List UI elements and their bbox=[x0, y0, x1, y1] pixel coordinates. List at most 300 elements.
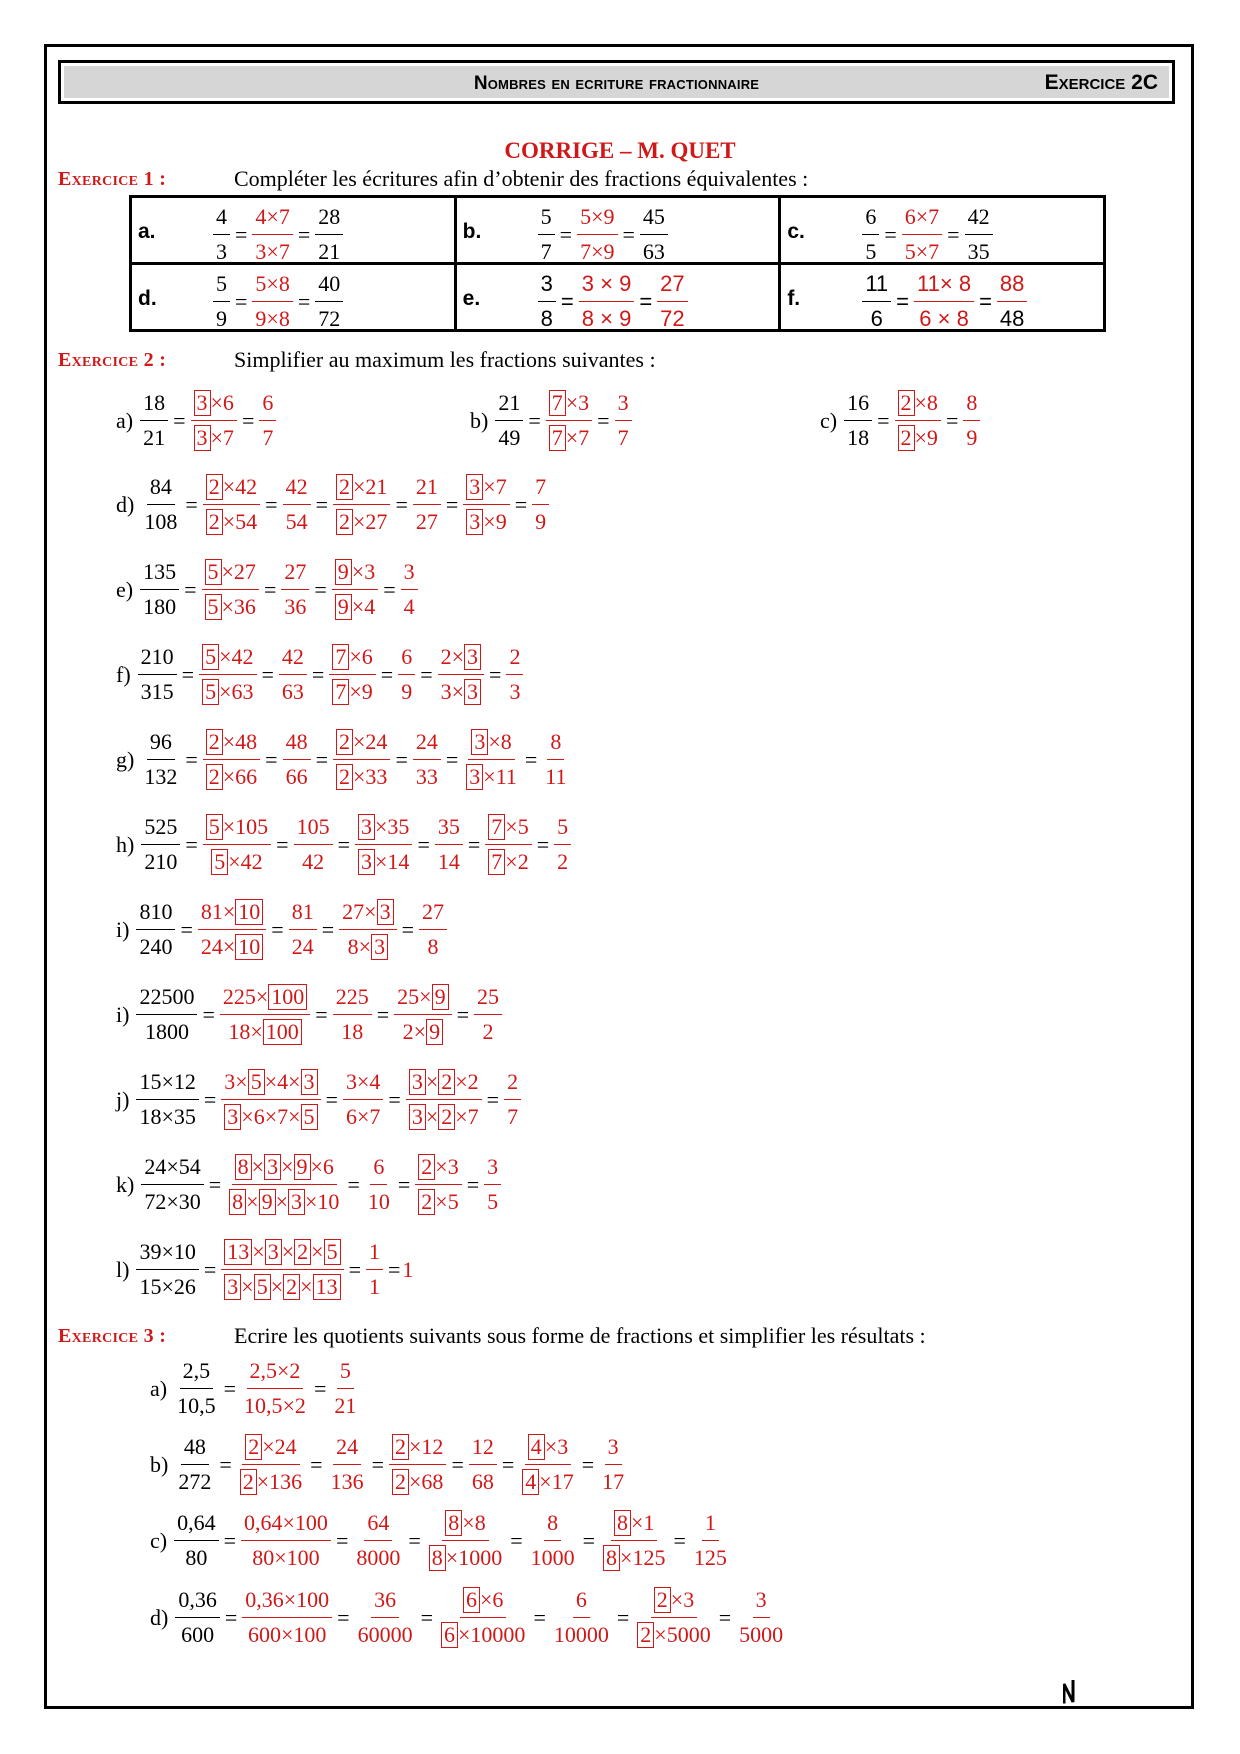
fraction bbox=[213, 202, 230, 267]
frac-part bbox=[603, 1545, 665, 1570]
numerator bbox=[283, 727, 311, 760]
cell-letter: a. bbox=[138, 220, 156, 243]
factor-rest: ×6 bbox=[210, 390, 234, 415]
denominator bbox=[259, 421, 276, 453]
row-label: d) bbox=[150, 1604, 169, 1630]
factor-rest: ×27 bbox=[353, 509, 388, 534]
boxed-factor: 2 bbox=[898, 425, 915, 451]
equals-sign: = bbox=[486, 1086, 500, 1112]
boxed-factor: 3 bbox=[265, 1239, 282, 1265]
frac-part bbox=[336, 509, 387, 534]
fraction bbox=[895, 388, 941, 453]
frac-part: 5 bbox=[487, 1189, 499, 1214]
equals-sign: = bbox=[297, 288, 311, 314]
denominator: 3×7 bbox=[255, 239, 290, 264]
frac-part: 8 bbox=[427, 934, 439, 959]
numerator bbox=[203, 812, 271, 845]
equation-row bbox=[820, 388, 983, 453]
row-label: i) bbox=[116, 1001, 130, 1027]
factor-rest: ×42 bbox=[228, 849, 263, 874]
numerator: 3 × 9 bbox=[579, 269, 635, 302]
fraction bbox=[413, 727, 441, 792]
denominator bbox=[203, 760, 260, 792]
fraction bbox=[579, 269, 635, 334]
frac-part bbox=[202, 644, 253, 669]
denominator bbox=[140, 590, 179, 622]
frac-part: 21 bbox=[143, 425, 166, 450]
denominator bbox=[345, 930, 391, 962]
frac-part bbox=[418, 1154, 458, 1179]
numerator bbox=[283, 472, 311, 505]
factor-rest: ×27 bbox=[221, 559, 256, 584]
boxed-factor: 5 bbox=[324, 1239, 341, 1265]
equals-sign: = bbox=[235, 288, 248, 314]
factor-rest: ×7 bbox=[210, 425, 234, 450]
denominator bbox=[245, 1618, 329, 1650]
fraction bbox=[365, 1152, 393, 1217]
frac-part bbox=[229, 1189, 339, 1214]
denominator bbox=[343, 1100, 383, 1132]
numerator: 6 bbox=[862, 202, 879, 235]
fraction bbox=[542, 727, 569, 792]
fraction bbox=[355, 1585, 416, 1650]
boxed-factor: 7 bbox=[488, 849, 505, 875]
frac-part: 5 bbox=[557, 814, 569, 839]
boxed-factor: 5 bbox=[205, 594, 222, 620]
factor-rest: ×7 bbox=[455, 1104, 479, 1129]
numerator bbox=[147, 727, 175, 760]
equals-sign: = bbox=[223, 1375, 237, 1401]
numerator bbox=[136, 1067, 198, 1100]
boxed-factor: 10 bbox=[235, 899, 263, 925]
equation-row bbox=[150, 1432, 630, 1497]
boxed-factor: 7 bbox=[549, 390, 566, 416]
fraction bbox=[463, 472, 509, 537]
denominator: 72 bbox=[318, 306, 341, 331]
fraction bbox=[174, 1356, 219, 1421]
fraction bbox=[315, 202, 343, 267]
equals-sign: = bbox=[297, 221, 311, 247]
frac-part: 3 bbox=[509, 679, 521, 704]
numerator bbox=[333, 1432, 361, 1465]
frac-part: 8 bbox=[966, 390, 978, 415]
equals-sign: = bbox=[622, 221, 635, 247]
frac-part: 7 bbox=[617, 425, 629, 450]
equals-sign: = bbox=[510, 1527, 523, 1553]
frac-part: 3 bbox=[755, 1587, 767, 1612]
fraction bbox=[353, 1508, 403, 1573]
row-label: d) bbox=[116, 491, 135, 517]
denominator bbox=[182, 1541, 210, 1573]
frac-part: 6 bbox=[401, 644, 413, 669]
denominator bbox=[333, 505, 390, 537]
numerator bbox=[651, 1585, 697, 1618]
equals-sign: = bbox=[310, 1451, 323, 1477]
equals-sign: = bbox=[395, 746, 408, 772]
equals-sign: = bbox=[388, 1086, 401, 1112]
denominator bbox=[615, 421, 632, 453]
row-label: b) bbox=[470, 407, 489, 433]
factor-rest: ×8 bbox=[914, 390, 938, 415]
numerator bbox=[463, 472, 509, 505]
numerator bbox=[175, 1585, 220, 1618]
fraction bbox=[355, 812, 412, 877]
numerator bbox=[419, 897, 447, 930]
frac-part: 15×26 bbox=[139, 1274, 196, 1299]
frac-part: 3 bbox=[403, 559, 415, 584]
frac-part: 80×100 bbox=[252, 1545, 320, 1570]
frac-part: 0,36×100 bbox=[245, 1587, 330, 1612]
boxed-factor: 4 bbox=[528, 1434, 545, 1460]
factor-rest: 81× bbox=[200, 899, 236, 924]
numerator: 45 bbox=[640, 202, 668, 235]
frac-part bbox=[488, 814, 528, 839]
boxed-factor: 8 bbox=[445, 1510, 462, 1536]
numerator bbox=[247, 1356, 304, 1389]
boxed-factor: 2 bbox=[392, 1469, 409, 1495]
boxed-factor: 3 bbox=[194, 425, 211, 451]
frac-part bbox=[409, 1069, 479, 1094]
frac-part: 24×54 bbox=[144, 1154, 201, 1179]
frac-part: 6 bbox=[575, 1587, 587, 1612]
frac-part: 42 bbox=[302, 849, 325, 874]
frac-part: 0,36 bbox=[178, 1587, 217, 1612]
denominator bbox=[140, 421, 168, 453]
numerator bbox=[332, 557, 378, 590]
denominator: 48 bbox=[999, 306, 1025, 331]
exercise-1-instruction: Compléter les écritures afin d’obtenir des fractions équivalentes : bbox=[234, 166, 809, 191]
frac-part bbox=[348, 934, 388, 959]
frac-part bbox=[224, 1239, 340, 1264]
fraction bbox=[366, 1237, 383, 1302]
fraction bbox=[294, 812, 333, 877]
fraction bbox=[203, 812, 271, 877]
factor-rest: ×10 bbox=[305, 1189, 340, 1214]
denominator: 63 bbox=[642, 239, 665, 264]
numerator bbox=[242, 1432, 299, 1465]
numerator bbox=[484, 1152, 501, 1185]
fraction bbox=[281, 557, 309, 622]
frac-part bbox=[637, 1622, 710, 1647]
frac-part: 68 bbox=[471, 1469, 494, 1494]
numerator bbox=[413, 472, 441, 505]
frac-part bbox=[403, 1019, 443, 1044]
denominator bbox=[178, 1618, 217, 1650]
numerator bbox=[605, 1432, 622, 1465]
frac-part: 10 bbox=[367, 1189, 390, 1214]
factor-rest: 3× bbox=[224, 1069, 248, 1094]
factor-rest: ×21 bbox=[353, 474, 388, 499]
denominator bbox=[338, 1015, 366, 1047]
denominator bbox=[600, 1541, 668, 1573]
frac-part: 3×4 bbox=[345, 1069, 381, 1094]
numerator bbox=[468, 727, 514, 760]
denominator: 5 bbox=[865, 239, 877, 264]
boxed-factor: 4 bbox=[522, 1469, 539, 1495]
boxed-factor: 8 bbox=[235, 1154, 252, 1180]
equals-sign: = bbox=[451, 1451, 464, 1477]
frac-part: 72×30 bbox=[144, 1189, 201, 1214]
frac-part bbox=[358, 849, 409, 874]
equals-sign: = bbox=[261, 661, 274, 687]
equals-sign: = bbox=[184, 576, 197, 602]
fraction bbox=[136, 1067, 198, 1132]
denominator bbox=[141, 845, 180, 877]
equals-sign: = bbox=[380, 661, 394, 687]
factor-rest: ×4 bbox=[351, 594, 376, 619]
frac-part: 136 bbox=[330, 1469, 364, 1494]
boxed-factor: 5 bbox=[206, 814, 223, 840]
numerator bbox=[753, 1585, 770, 1618]
equals-sign: = bbox=[401, 916, 414, 942]
frac-part: 10000 bbox=[553, 1622, 609, 1647]
denominator bbox=[435, 845, 463, 877]
row-label: a) bbox=[116, 407, 134, 433]
fraction bbox=[141, 812, 180, 877]
denominator bbox=[438, 675, 484, 707]
row-label: f) bbox=[116, 661, 131, 687]
equals-sign: = bbox=[185, 491, 198, 517]
equation-row bbox=[116, 982, 505, 1047]
numerator bbox=[191, 388, 237, 421]
fraction bbox=[485, 812, 531, 877]
denominator bbox=[424, 930, 441, 962]
numerator bbox=[199, 642, 256, 675]
denominator bbox=[328, 1465, 367, 1497]
boxed-factor: 2 bbox=[206, 509, 223, 535]
frac-part: 240 bbox=[139, 934, 173, 959]
frac-part: 9 bbox=[401, 679, 413, 704]
denominator bbox=[226, 1185, 342, 1217]
boxed-factor: 3 bbox=[358, 849, 375, 875]
boxed-factor: 3 bbox=[224, 1104, 241, 1130]
denominator: 8 × 9 bbox=[581, 306, 632, 331]
fraction bbox=[252, 269, 292, 334]
factor-rest: × bbox=[246, 1189, 259, 1214]
frac-part: 21 bbox=[498, 390, 521, 415]
numerator bbox=[147, 472, 175, 505]
fraction bbox=[438, 1585, 528, 1650]
numerator bbox=[337, 1356, 354, 1389]
frac-part: 180 bbox=[143, 594, 177, 619]
equals-sign: = bbox=[524, 746, 538, 772]
frac-part: 24 bbox=[336, 1434, 359, 1459]
numerator bbox=[181, 1432, 209, 1465]
frac-part bbox=[488, 849, 528, 874]
fraction bbox=[599, 1432, 627, 1497]
numerator bbox=[506, 642, 523, 675]
factor-rest: ×3 bbox=[351, 559, 376, 584]
equals-sign: = bbox=[559, 221, 573, 247]
denominator bbox=[355, 1618, 416, 1650]
boxed-factor: 7 bbox=[332, 644, 349, 670]
numerator bbox=[202, 557, 259, 590]
denominator bbox=[485, 845, 531, 877]
frac-part bbox=[206, 764, 257, 789]
equals-sign: = bbox=[387, 1256, 401, 1282]
boxed-factor: 3 bbox=[464, 679, 481, 705]
numerator bbox=[138, 642, 177, 675]
equals-sign: = bbox=[877, 407, 890, 433]
factor-rest: ×4× bbox=[264, 1069, 301, 1094]
boxed-factor: 3 bbox=[194, 390, 211, 416]
frac-part: 600×100 bbox=[248, 1622, 327, 1647]
fraction bbox=[419, 897, 447, 962]
frac-part bbox=[418, 1189, 458, 1214]
frac-part bbox=[392, 1434, 443, 1459]
denominator bbox=[203, 505, 260, 537]
factor-rest: × bbox=[275, 1189, 289, 1214]
boxed-factor: 3 bbox=[371, 934, 388, 960]
equation-row bbox=[116, 1237, 413, 1302]
fraction bbox=[997, 269, 1027, 334]
boxed-factor: 2 bbox=[336, 729, 353, 755]
numerator: 27 bbox=[657, 269, 687, 302]
frac-part: 48 bbox=[183, 1434, 206, 1459]
cell-letter: e. bbox=[462, 287, 481, 310]
frac-part bbox=[240, 1469, 302, 1494]
fraction bbox=[401, 557, 418, 622]
boxed-factor: 2 bbox=[206, 474, 223, 500]
equals-sign: = bbox=[181, 661, 195, 687]
frac-part: 33 bbox=[415, 764, 438, 789]
numerator bbox=[963, 388, 980, 421]
frac-part: 132 bbox=[144, 764, 178, 789]
frac-part: 7 bbox=[535, 474, 547, 499]
factor-rest: ×7 bbox=[565, 425, 590, 450]
denominator: 72 bbox=[660, 306, 685, 331]
frac-part bbox=[441, 644, 481, 669]
equals-sign: = bbox=[265, 746, 278, 772]
numerator bbox=[435, 812, 463, 845]
equation-row bbox=[116, 557, 421, 622]
fraction bbox=[615, 388, 632, 453]
denominator bbox=[136, 1100, 198, 1132]
cell-letter: f. bbox=[787, 287, 801, 310]
equals-sign: = bbox=[335, 1527, 349, 1553]
denominator bbox=[415, 1185, 461, 1217]
exercise-3-instruction: Ecrire les quotients suivants sous forme de fractions et simplifier les résultats : bbox=[234, 1323, 926, 1348]
denominator bbox=[542, 760, 569, 792]
equals-sign: = bbox=[489, 661, 502, 687]
denominator bbox=[353, 1541, 403, 1573]
frac-part: 2,5×2 bbox=[249, 1358, 301, 1383]
boxed-factor: 3 bbox=[301, 1069, 318, 1095]
numerator bbox=[366, 1237, 383, 1270]
frac-part bbox=[409, 1104, 479, 1129]
frac-part bbox=[549, 425, 589, 450]
fraction bbox=[538, 202, 555, 267]
denominator bbox=[413, 760, 441, 792]
frac-part: 22500 bbox=[139, 984, 195, 1009]
denominator bbox=[237, 1465, 305, 1497]
numerator bbox=[474, 982, 502, 1015]
fraction bbox=[528, 1508, 578, 1573]
boxed-factor: 7 bbox=[332, 679, 349, 705]
cell-letter: c. bbox=[787, 220, 805, 243]
fraction bbox=[279, 642, 307, 707]
equals-sign: = bbox=[884, 221, 897, 247]
numerator bbox=[136, 1237, 198, 1270]
frac-part: 9 bbox=[535, 509, 547, 534]
fraction bbox=[213, 269, 230, 334]
denominator bbox=[175, 1465, 214, 1497]
factor-rest: ×105 bbox=[222, 814, 269, 839]
frac-part bbox=[358, 814, 409, 839]
denominator bbox=[895, 421, 941, 453]
fraction bbox=[484, 1152, 501, 1217]
numerator bbox=[221, 1067, 320, 1100]
factor-rest: 25× bbox=[397, 984, 432, 1009]
cell-expression bbox=[535, 202, 671, 267]
frac-part: 49 bbox=[498, 425, 521, 450]
frac-part: 66 bbox=[285, 764, 308, 789]
factor-rest: ×35 bbox=[375, 814, 410, 839]
equals-sign: = bbox=[223, 1527, 237, 1553]
cell-expression bbox=[535, 269, 691, 334]
boxed-factor: 8 bbox=[603, 1545, 620, 1571]
denominator bbox=[249, 1541, 322, 1573]
denominator: 6 × 8 bbox=[919, 306, 969, 331]
equals-sign: = bbox=[321, 916, 335, 942]
boxed-factor: 3 bbox=[409, 1104, 426, 1130]
denominator bbox=[400, 1015, 446, 1047]
boxed-factor: 2 bbox=[240, 1469, 257, 1495]
factor-rest: ×9 bbox=[483, 509, 507, 534]
fraction bbox=[600, 1508, 668, 1573]
frac-part bbox=[206, 474, 257, 499]
numerator bbox=[844, 388, 872, 421]
frac-part bbox=[463, 1587, 503, 1612]
frac-part: 3 bbox=[607, 1434, 619, 1459]
denominator bbox=[506, 675, 523, 707]
frac-part bbox=[522, 1469, 573, 1494]
frac-part: 6 bbox=[373, 1154, 385, 1179]
fraction bbox=[333, 472, 390, 537]
frac-part: 39×10 bbox=[139, 1239, 196, 1264]
factor-rest: ×6 bbox=[310, 1154, 334, 1179]
boxed-factor: 2 bbox=[438, 1104, 455, 1130]
row-label: c) bbox=[820, 407, 838, 433]
factor-rest: ×8 bbox=[462, 1510, 486, 1535]
boxed-factor: 8 bbox=[429, 1545, 446, 1571]
fraction bbox=[226, 1152, 342, 1217]
frac-part: 64 bbox=[367, 1510, 390, 1535]
frac-part bbox=[445, 1510, 485, 1535]
equals-sign: = bbox=[315, 491, 329, 517]
factor-rest: ×6 bbox=[480, 1587, 504, 1612]
equation-row bbox=[116, 472, 552, 537]
corner-mark bbox=[1063, 1680, 1194, 1706]
frac-part: 1800 bbox=[144, 1019, 189, 1044]
denominator bbox=[469, 1465, 497, 1497]
frac-part: 10,5 bbox=[177, 1393, 216, 1418]
frac-part: 0,64×100 bbox=[244, 1510, 328, 1535]
boxed-factor: 2 bbox=[336, 764, 353, 790]
frac-part: 2 bbox=[509, 644, 521, 669]
frac-part: 525 bbox=[144, 814, 178, 839]
factor-rest: ×2 bbox=[505, 849, 529, 874]
factor-rest: × bbox=[270, 1274, 284, 1299]
frac-part: 0,64 bbox=[177, 1510, 216, 1535]
numerator: 5 bbox=[213, 269, 230, 302]
numerator bbox=[469, 1432, 497, 1465]
numerator bbox=[485, 812, 531, 845]
frac-part: 1000 bbox=[530, 1545, 575, 1570]
page-header bbox=[58, 60, 1175, 104]
factor-rest: × bbox=[300, 1274, 313, 1299]
denominator bbox=[519, 1465, 576, 1497]
